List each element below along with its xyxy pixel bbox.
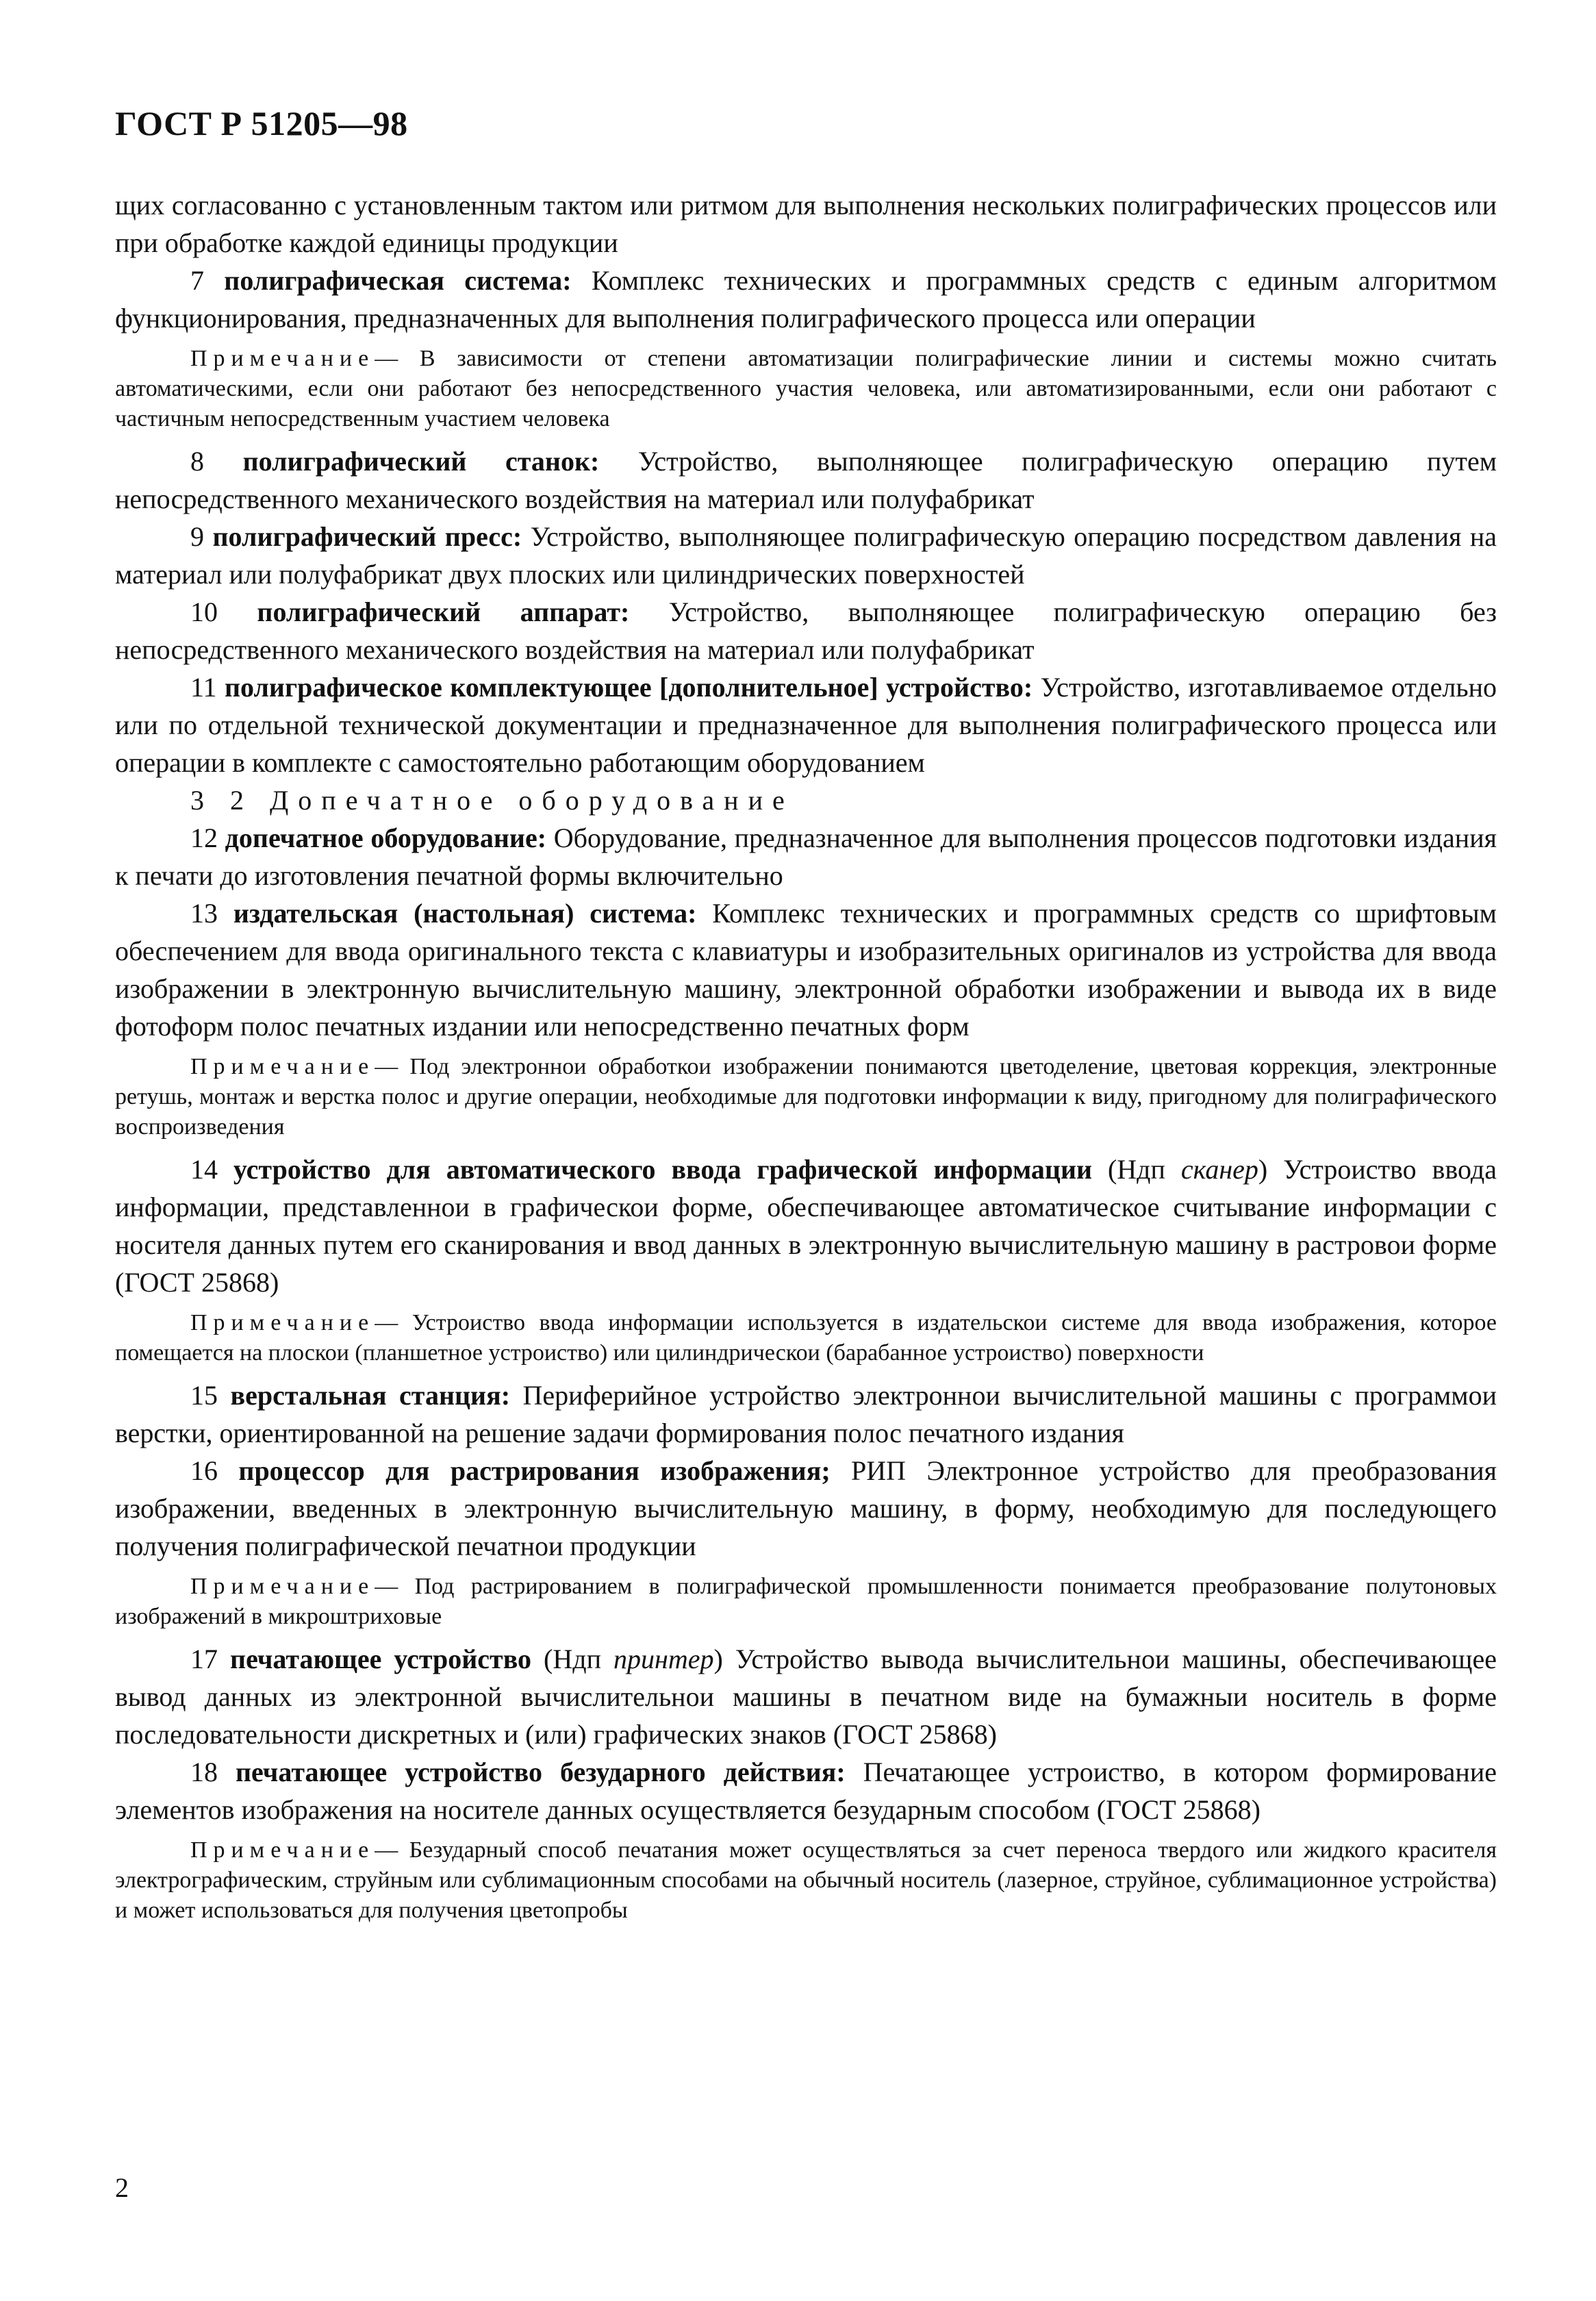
term-16: 16 процессор для растрирования изображения; РИП Электронное устройство для преобразования изображении, введенных в электронную вычислительную машину, в форму, необходимую для последующего получения полиграфической печатнои продукции bbox=[115, 1455, 1497, 1561]
term-18: 18 печатающее устройство безударного действия: Печатающее устроиство, в котором формирование элементов изображения на носителе данных осуществляется безударным способом (ГОСТ 25868) bbox=[115, 1757, 1497, 1825]
document-header: ГОСТ Р 51205—98 bbox=[115, 104, 408, 142]
term-11: 11 полиграфическое комплектующее [дополнительное] устройство: Устройство, изготавливаемое отдельно или по отдельной технической документации и предназначенное для выполнения полиграфического процесса или операции в комплекте с самостоятельно работающим оборудованием bbox=[115, 672, 1497, 778]
term-14: 14 устройство для автоматического ввода графической информации (Ндп сканер) Устроиство ввода информации, представленнои в графическои форме, обеспечивающее автоматическое считывание информации с носителя данных путем его сканирования и ввод данных в электронную вычислительную машину в растровои форме (ГОСТ 25868) bbox=[115, 1154, 1497, 1298]
note-5: Примечание— Безударный способ печатания может осуществляться за счет переноса твердого или жидкого красителя электрографическим, струйным или сублимационным способами на обычный носитель (лазерное, струйное, сублимационное устройства) и может использоваться для получения цветопробы bbox=[115, 1837, 1497, 1923]
continued-paragraph: щих согласованно с установленным тактом или ритмом для выполнения нескольких полиграфических процессов или при обработке каждой единицы продукции bbox=[115, 190, 1497, 258]
term-12: 12 допечатное оборудование: Оборудование, предназначенное для выполнения процессов подготовки издания к печати до изготовления печатной формы включительно bbox=[115, 822, 1497, 891]
term-10: 10 полиграфический аппарат: Устройство, выполняющее полиграфическую операцию без непосредственного механического воздействия на материал или полуфабрикат bbox=[115, 596, 1497, 665]
page-number: 2 bbox=[115, 2172, 129, 2203]
note-1: Примечание— В зависимости от степени автоматизации полиграфические линии и системы можно считать автоматическими, если они работают без непосредственного участия человека, или автоматизированными, если они работают с частичным непосредственным участием человека bbox=[115, 346, 1497, 431]
term-8: 8 полиграфический станок: Устройство, выполняющее полиграфическую операцию путем непосредственного механического воздействия на материал или полуфабрикат bbox=[115, 446, 1497, 514]
note-3: Примечание— Устроиство ввода информации используется в издательскои системе для ввода изображения, которое помещается на плоскои (планшетное устроиство) или цилиндрическои (барабанное устроиство) поверхности bbox=[115, 1310, 1497, 1366]
note-2: Примечание— Под электроннои обработкои изображении понимаются цветоделение, цветовая коррекция, электронные ретушь, монтаж и верстка полос и другие операции, необходимые для подготовки информации к виду, пригодному для полиграфического воспроизведения bbox=[115, 1054, 1497, 1140]
note-4: Примечание— Под растрированием в полиграфической промышленности понимается преобразование полутоновых изображений в микроштриховые bbox=[115, 1574, 1497, 1629]
term-17: 17 печатающее устройство (Ндп принтер) Устройство вывода вычислительнои машины, обеспечивающее вывод данных из электронной вычислительнои машины в печатном виде на бумажныи носитель в форме последовательности дискретных и (или) графических знаков (ГОСТ 25868) bbox=[115, 1644, 1497, 1750]
term-7: 7 полиграфическая система: Комплекс технических и программных средств с единым алгоритмом функционирования, предназначенных для выполнения полиграфического процесса или операции bbox=[115, 265, 1497, 334]
term-15: 15 верстальная станция: Периферийное устройство электроннои вычислительной машины с программои верстки, ориентированной на решение задачи формирования полос печатного издания bbox=[115, 1380, 1497, 1448]
term-9: 9 полиграфический пресс: Устройство, выполняющее полиграфическую операцию посредством давления на материал или полуфабрикат двух плоских или цилиндрических поверхностей bbox=[115, 521, 1497, 590]
document-page bbox=[115, 103, 1497, 2239]
term-13: 13 издательская (настольная) система: Комплекс технических и программных средств со шрифтовым обеспечением для ввода оригинального текста с клавиатуры и изобразительных оригиналов из устройства для ввода изображении в электронную вычислительную машину, электронной обработки изображении и вывода их в виде фотоформ полос печатных издании или непосредственно печатных форм bbox=[115, 898, 1497, 1042]
section-title: 3 2 Допечатное оборудование bbox=[190, 785, 794, 816]
